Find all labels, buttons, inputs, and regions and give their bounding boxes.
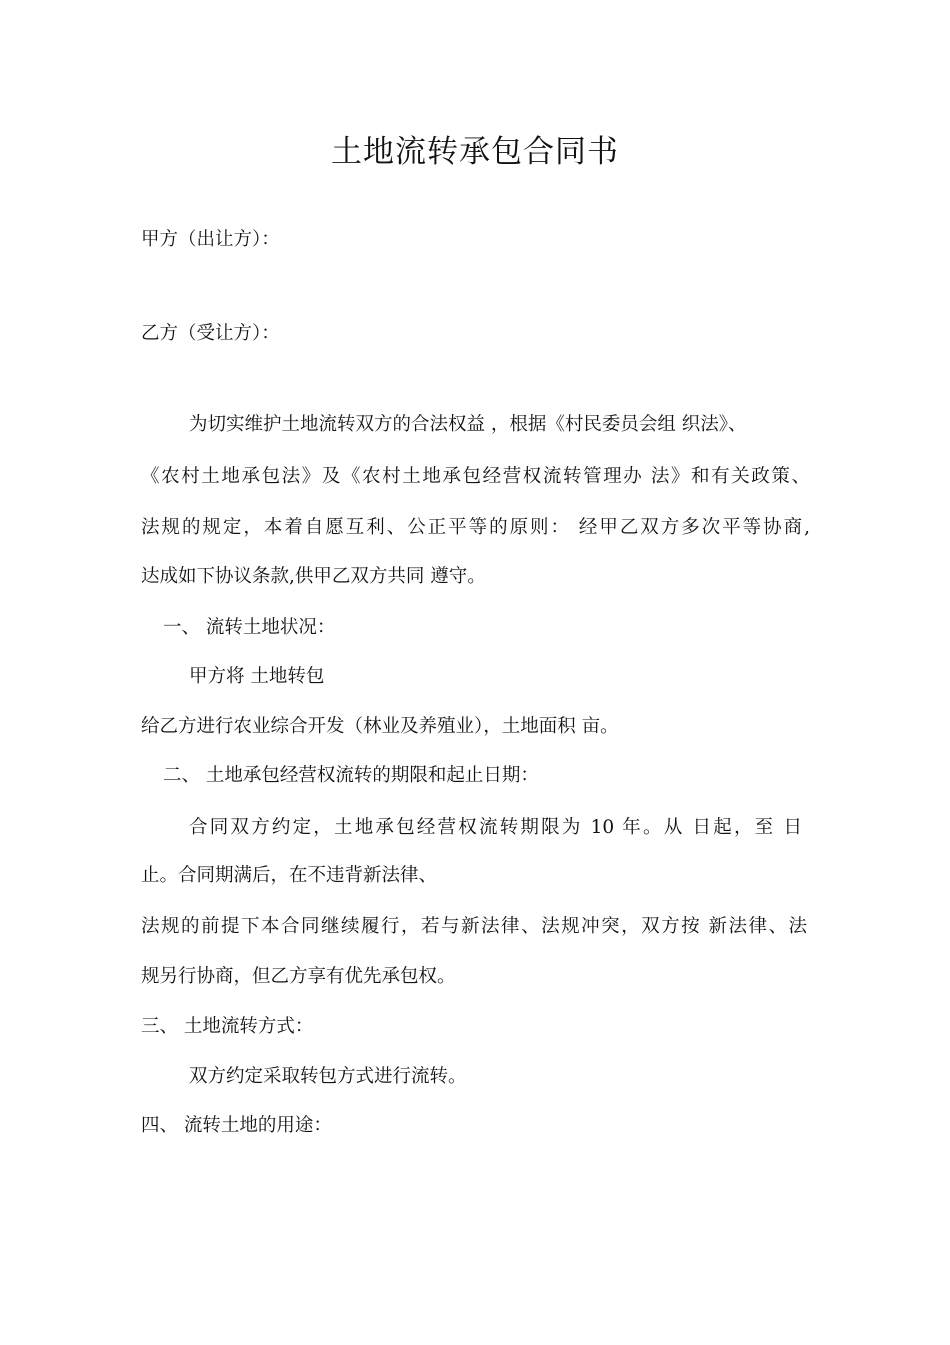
section-line: 规另行协商，但乙方享有优先承包权。 [141,966,456,987]
section-line: 法规的前提下本合同继续履行，若与新法律、法规冲突，双方按 新法律、法 [141,916,807,937]
section-heading: 四、 流转土地的用途： [141,1115,332,1136]
preamble-line: 法规的规定，本着自愿互利、公正平等的原则： 经甲乙双方多次平等协商, [141,517,810,538]
section-heading: 三、 土地流转方式： [141,1016,314,1037]
preamble-line: 达成如下协议条款,供甲乙双方共同 遵守。 [141,566,486,587]
preamble-line: 《农村土地承包法》及《农村土地承包经营权流转管理办 法》和有关政策、 [141,466,810,487]
preamble-line: 为切实维护土地流转双方的合法权益 ，根据《村民委员会组 织法》、 [189,414,747,435]
section-line: 合同双方约定，土地承包经营权流转期限为 10 年。从 日起，至 日 [189,817,802,838]
section-heading: 一、 流转土地状况： [163,617,336,638]
document-title: 土地流转承包合同书 [331,134,619,170]
section-line: 止。合同期满后，在不违背新法律、 [141,865,438,886]
section-line: 双方约定采取转包方式进行流转。 [189,1066,467,1087]
section-heading: 二、 土地承包经营权流转的期限和起止日期： [163,765,539,786]
party-b-label: 乙方（受让方）： [141,323,280,344]
section-line: 甲方将 土地转包 [189,666,325,687]
party-a-label: 甲方（出让方）： [141,229,280,250]
section-line: 给乙方进行农业综合开发（林业及养殖业），土地面积 亩。 [141,716,619,737]
